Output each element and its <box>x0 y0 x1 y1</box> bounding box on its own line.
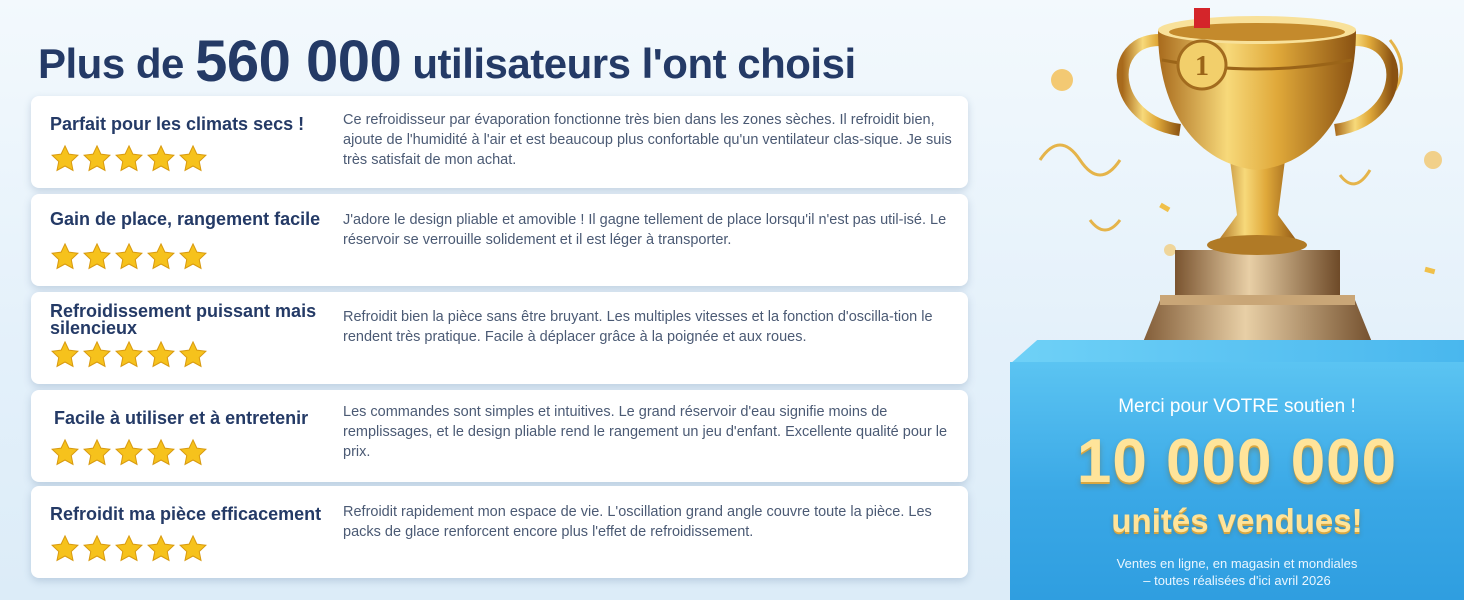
headline-suffix: utilisateurs l'ont choisi <box>412 40 856 87</box>
review-title: Gain de place, rangement facile <box>50 209 321 229</box>
review-card <box>31 96 968 188</box>
star-icon <box>178 144 208 174</box>
star-icon <box>146 340 176 370</box>
medal-number: 1 <box>1195 51 1209 82</box>
star-icon <box>50 242 80 272</box>
review-text: J'adore le design pliable et amovible ! Il gagne tellement de place lorsqu'il n'est pas util-isé. Le réservoir se verrouille solidement et il est léger à transporter. <box>343 212 947 248</box>
review-card <box>31 292 968 384</box>
star-icon <box>178 242 208 272</box>
star-icon <box>114 144 144 174</box>
sales-panel <box>1010 362 1464 600</box>
units-count: 10 000 000 <box>1076 427 1398 496</box>
star-icon <box>178 340 208 370</box>
star-icon <box>146 144 176 174</box>
star-icon <box>146 534 176 564</box>
star-icon <box>114 438 144 468</box>
sales-note-line-1: Ventes en ligne, en magasin et mondiales <box>1116 556 1358 571</box>
units-label: unités vendues! <box>1111 502 1363 539</box>
headline-prefix: Plus de <box>38 40 184 87</box>
star-icon <box>114 534 144 564</box>
star-icon <box>82 340 112 370</box>
review-text: Refroidit rapidement mon espace de vie. L'oscillation grand angle couvre toute la pièce. Les packs de glace renforcent encore plus l'effet de refroidissement. <box>343 504 932 540</box>
review-text: Ce refroidisseur par évaporation fonctionne très bien dans les zones sèches. Il refroidit bien, ajoute de l'humidité à l'air et est beaucoup plus confortable qu'un ventilateur clas-sique. Je suis très satisfait de mon achat. <box>343 112 952 168</box>
review-card <box>31 390 968 482</box>
star-icon <box>146 438 176 468</box>
star-rating <box>50 242 208 276</box>
star-icon <box>114 340 144 370</box>
review-title: Refroidissement puissant mais silencieux <box>50 301 317 338</box>
review-card <box>31 486 968 578</box>
review-title: Facile à utiliser et à entretenir <box>54 408 309 428</box>
star-icon <box>50 340 80 370</box>
star-icon <box>178 534 208 564</box>
review-title: Parfait pour les climats secs ! <box>50 114 305 134</box>
podium-top <box>1010 340 1464 364</box>
star-icon <box>50 438 80 468</box>
headline-number: 560 000 <box>195 29 402 94</box>
star-icon <box>82 144 112 174</box>
thanks-text: Merci pour VOTRE soutien ! <box>1118 396 1356 417</box>
star-icon <box>114 242 144 272</box>
review-title: Refroidit ma pièce efficacement <box>50 504 322 524</box>
sales-note <box>1010 555 1464 589</box>
page-headline <box>38 28 856 95</box>
star-icon <box>146 242 176 272</box>
star-icon <box>82 534 112 564</box>
star-icon <box>82 438 112 468</box>
star-rating <box>50 340 208 374</box>
star-rating <box>50 438 208 472</box>
star-icon <box>50 144 80 174</box>
star-rating <box>50 144 208 178</box>
star-icon <box>82 242 112 272</box>
star-icon <box>178 438 208 468</box>
sales-note-line-2: – toutes réalisées d'ici avril 2026 <box>1143 573 1331 588</box>
review-card <box>31 194 968 286</box>
star-rating <box>50 534 208 568</box>
review-text: Refroidit bien la pièce sans être bruyant. Les multiples vitesses et la fonction d'oscilla-tion le rendent très pratique. Facile à déplacer grâce à la poignée et aux roues. <box>343 309 933 345</box>
star-icon <box>50 534 80 564</box>
review-text: Les commandes sont simples et intuitives. Le grand réservoir d'eau signifie moins de remplissages, et le design pliable rend le rangement un jeu d'enfant. Excellente qualité pour le prix. <box>343 404 948 460</box>
trophy-icon <box>1010 0 1464 370</box>
